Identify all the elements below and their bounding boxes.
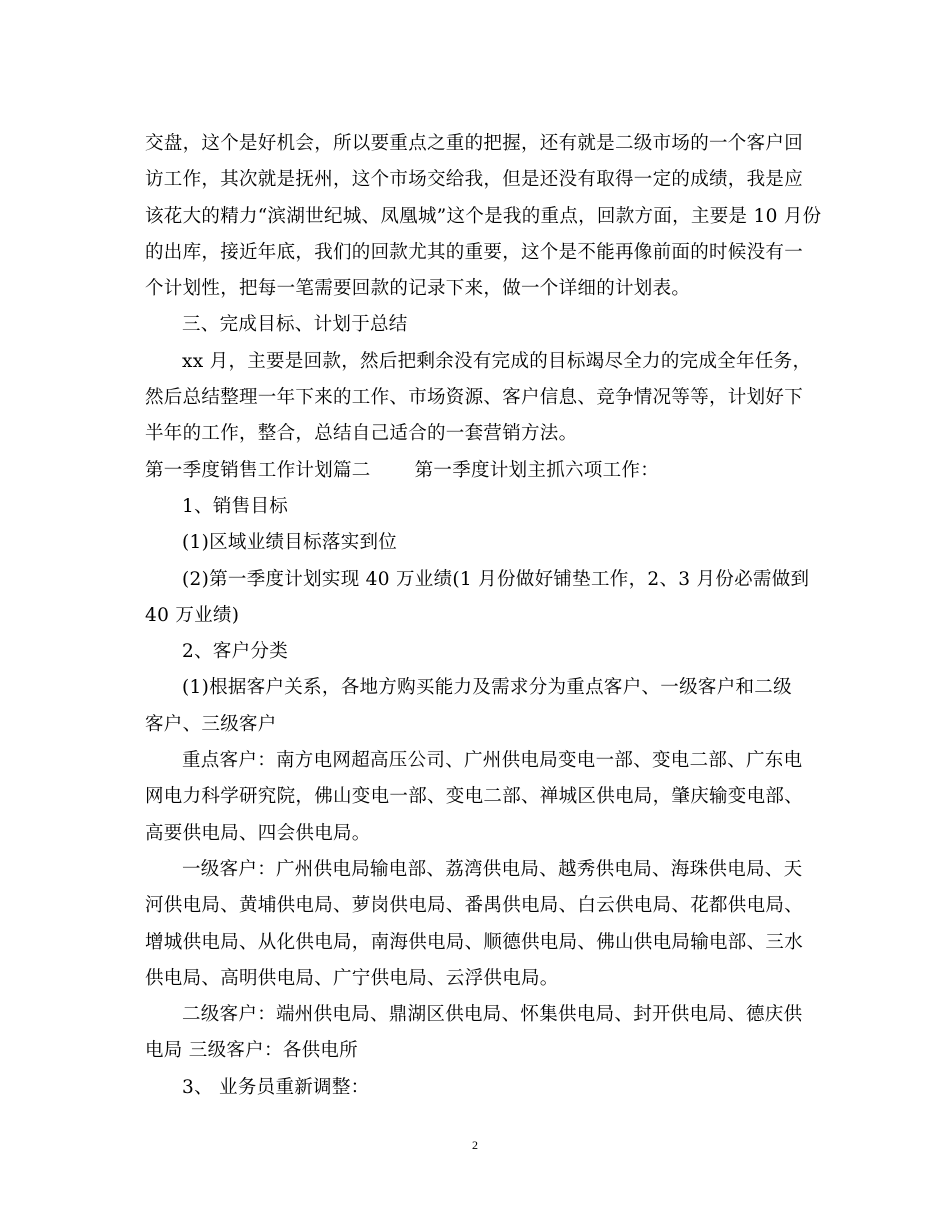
section-heading: 三、完成目标、计划于总结 [182, 314, 408, 336]
paragraph-line: xx 月，主要是回款，然后把剩余没有完成的目标竭尽全力的完成全年任务， [182, 350, 812, 372]
list-heading: 3、 业务员重新调整： [182, 1076, 370, 1098]
document-body [145, 126, 822, 1106]
paragraph-line: 半年的工作，整合，总结自己适合的一套营销方法。 [145, 423, 578, 445]
paragraph-line: 交盘，这个是好机会，所以要重点之重的把握，还有就是二级市场的一个客户回 [145, 133, 804, 154]
paragraph-line: 客户、三级客户 [145, 713, 277, 735]
paragraph-line: 的出库，接近年底，我们的回款尤其的重要，这个是不能再像前面的时候没有一 [145, 241, 804, 263]
paragraph-line: 河供电局、黄埔供电局、萝岗供电局、番禺供电局、白云供电局、花都供电局、 [145, 895, 804, 917]
paragraph-line: 供电局、高明供电局、广宁供电局、云浮供电局。 [145, 967, 559, 989]
section-title-row [145, 453, 805, 489]
paragraph-line: 二级客户：端州供电局、鼎湖区供电局、怀集供电局、封开供电局、德庆供 [182, 1004, 803, 1026]
list-item: (1)区域业绩目标落实到位 [182, 532, 398, 554]
paragraph-line: 网电力科学研究院，佛山变电一部、变电二部、禅城区供电局，肇庆输变电部、 [145, 786, 804, 808]
paragraph-line: 个计划性，把每一笔需要回款的记录下来，做一个详细的计划表。 [145, 278, 691, 300]
list-heading: 1、销售目标 [182, 495, 289, 517]
paragraph-line: 高要供电局、四会供电局。 [145, 822, 371, 844]
paragraph-line: 重点客户：南方电网超高压公司、广州供电局变电一部、变电二部、广东电 [182, 750, 803, 772]
section-title: 第一季度销售工作计划篇二 [145, 459, 371, 481]
paragraph-line: 一级客户：广州供电局输电部、荔湾供电局、越秀供电局、海珠供电局、天 [182, 858, 803, 880]
paragraph-line: 然后总结整理一年下来的工作、市场资源、客户信息、竞争情况等等，计划好下 [145, 387, 804, 409]
section-subtitle: 第一季度计划主抓六项工作： [414, 459, 660, 481]
list-item: (1)根据客户关系，各地方购买能力及需求分为重点客户、一级客户和二级 [182, 677, 792, 699]
list-heading: 2、客户分类 [182, 641, 289, 663]
paragraph-line: 访工作，其次就是抚州，这个市场交给我，但是还没有取得一定的成绩，我是应 [145, 169, 804, 191]
paragraph-line: 增城供电局、从化供电局，南海供电局、顺德供电局、佛山供电局输电部、三水 [145, 931, 804, 953]
list-item: (2)第一季度计划实现 40 万业绩(1 月份做好铺垫工作，2、3 月份必需做到 [182, 568, 810, 590]
paragraph-line: 电局 三级客户：各供电所 [145, 1040, 358, 1062]
paragraph-line: 该花大的精力“滨湖世纪城、凤凰城”这个是我的重点，回款方面，主要是 10 月份 [145, 205, 822, 227]
page-number: 2 [472, 1138, 478, 1152]
paragraph-line: 40 万业绩) [145, 604, 240, 626]
